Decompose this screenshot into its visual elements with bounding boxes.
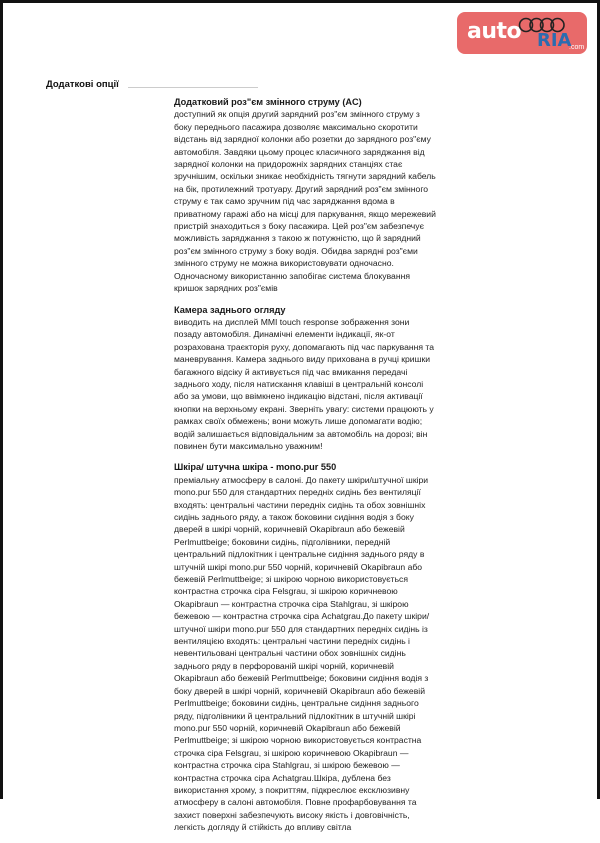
option-block-rear-camera (174, 304, 436, 453)
option-block-ac-socket (174, 96, 436, 295)
option-title: Додатковий роз"єм змінного струму (AC) (174, 97, 362, 107)
option-description: виводить на дисплей MMI touch response зображення зони позаду автомобіля. Динамічні елементи індикації, як-от розрахована траєкторія руху, допомагають під час паркування та маневрування. Камера заднього виду прихована в ручці кришки багажного відсіку й активується під час вмикання передачі заднього ходу, після натискання клавіші в центральній консолі або за умови, що ввімкнено індикацію відстані, після активації кнопки на верхньому екрані. Зверніть увагу: системи працюють у рамках своїх обмежень; вони можуть лише допомагати водію; водій залишається відповідальним за автомобіль на дорозі; він повинен бути максимально уважним! (174, 316, 435, 451)
watermark-auto-text: auto (467, 19, 522, 44)
option-block-leather (174, 461, 436, 833)
four-rings-logo-icon (518, 17, 566, 33)
section-title: Додаткові опції (46, 79, 119, 90)
watermark-domain-text: .com (569, 44, 585, 51)
option-title: Шкіра/ штучна шкіра - mono.pur 550 (174, 462, 337, 473)
option-description: доступний як опція другий зарядний роз"єм змінного струму з боку переднього пасажира дозволяє максимально скоротити відстань від зарядної колонки або розетки до зарядного роз"єму автомобіля. Завдяки цьому процес класичного заряджання від зарядної колонки на придорожніх зарядних станціях стає зручнішим, оскільки зникає необхідність тягнути зарядний кабель на бік, протилежний тротуару. Другий зарядний роз"єм змінного струму є так само зручним під час заряджання вдома в приватному гаражі або на місці для паркування, якщо мережевий пристрій знаходиться з боку пасажира. Цей роз"єм забезпечує можливість заряджання з такою ж потужністю, що й зарядний роз"єм змінного струму з боку водія. Обидва зарядні роз"єми змінного струму не можна використовувати одночасно. Одночасному використанню запобігає система блокування кришок зарядних роз"ємів (174, 109, 436, 294)
section-divider (128, 87, 258, 88)
watermark-ria-text: RIA (537, 30, 572, 51)
frame-top-border (0, 0, 600, 3)
frame-left-border (0, 0, 3, 799)
option-description: преміальну атмосферу в салоні. До пакету шкіри/штучної шкіри mono.pur 550 для стандартних передніх сидінь без вентиляції входять: центральні частини передніх сидінь та обох зовнішніх сидінь заднього ряду, а також боковини сидіння водія з боку дверей в шкірі чорній, коричневій Okapibraun або бежевій Perlmuttbeige; боковини сидінь, підголівники, передній центральний підлокітник і центральне сидіння заднього ряду в штучній шкірі mono.pur 550 чорній, коричневій Okapibraun або бежевій Perlmuttbeige; зі шкірою чорною використовується контрастна строчка сіра Felsgrau, зі шкірою коричневою Okapibraun — контрастна строчка сіра Stahlgrau, зі шкірою бежевою — контрастна строчка сіра Achatgrau.До пакету шкіри/штучної шкіри mono.pur 550 для стандартних передніх сидінь із вентиляцією входять: центральні частини передніх сидінь і невентильовані центральні частини обох зовнішніх сидінь заднього ряду в перфорованій шкірі чорній, коричневій Okapibraun або бежевій Perlmuttbeige; боковини сидіння водія з боку дверей в шкірі чорній, коричневій Okapibraun або бежевій Perlmuttbeige; боковини сидінь, центральне сидіння заднього ряду, підголівники й центральний підлокітник в штучній шкірі mono.pur 550 чорній, коричневій Okapibraun або бежевій Perlmuttbeige; зі шкірою чорною використовується контрастна строчка сіра Felsgrau, зі шкірою коричневою Okapibraun — контрастна строчка сіра Stahlgrau, зі шкірою бежевою — контрастна строчка сіра Achatgrau.Шкіра, дублена без використання хрому, з покриттям, підкреслює ексклюзивну атмосферу в салоні автомобіля. Повне профарбовування та захист поверхні забезпечують високу якість і довговічність, легкість догляду й стійкість до впливу світла (174, 474, 430, 833)
option-title: Камера заднього огляду (174, 304, 286, 315)
options-content (174, 96, 436, 843)
